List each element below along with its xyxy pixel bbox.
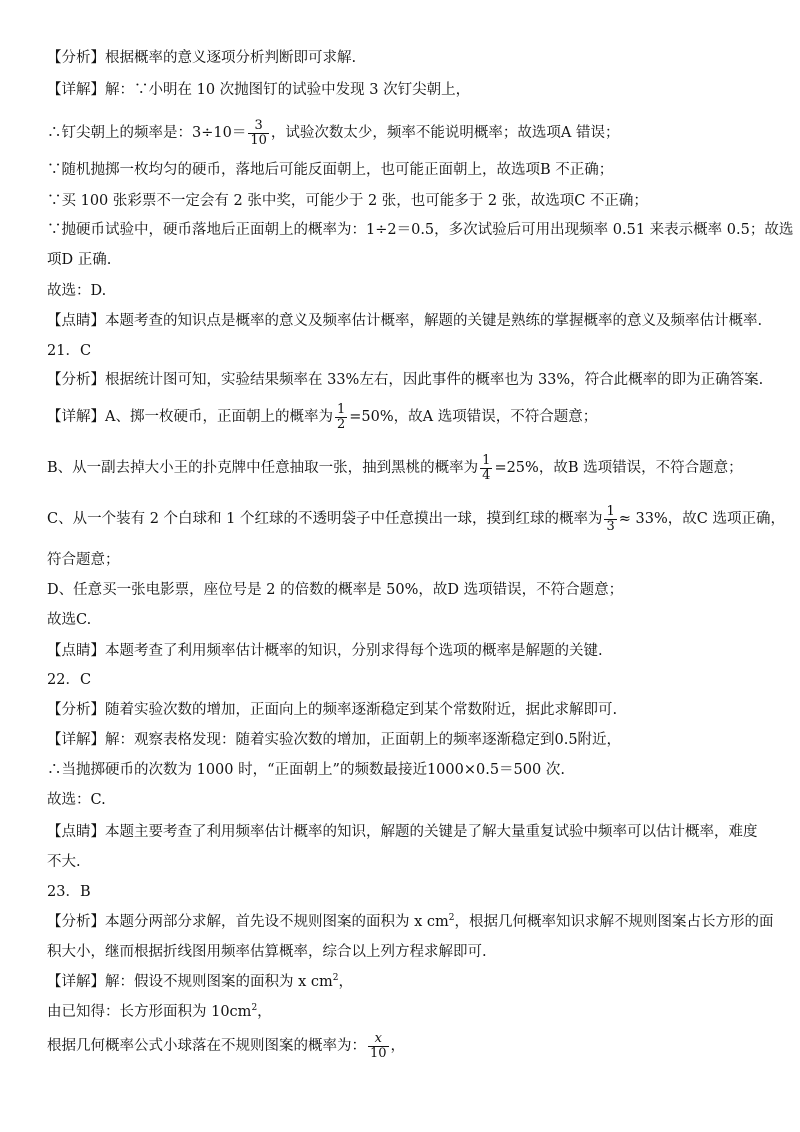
detail-line: 【详解】解：观察表格发现：随着实验次数的增加，正面朝上的频率逐渐稳定到0.5附近， xyxy=(47,732,622,748)
detail-a-line xyxy=(47,400,760,434)
text-segment: ，试验次数太少，频率不能说明概率；故选项A 错误； xyxy=(270,125,620,141)
analysis-cont-line: 积大小，继而根据折线图用频率估算概率，综合以上列方程求解即可. xyxy=(47,944,487,960)
text-segment: =25%，故B 选项错误，不符合题意； xyxy=(494,460,743,476)
text-segment: ∴钉尖朝上的频率是：3÷10＝ xyxy=(47,125,247,141)
text-segment: ，根据几何概率知识求解不规则图案占长方形的面 xyxy=(454,914,774,930)
detail-b-line xyxy=(47,451,760,485)
text-segment: ， xyxy=(338,974,353,990)
text-segment: 【详解】解：假设不规则图案的面积为 x cm xyxy=(47,974,333,990)
comment-cont-line: 不大. xyxy=(47,854,81,870)
fraction xyxy=(335,403,347,432)
fraction-denominator: 10 xyxy=(370,1045,387,1061)
comment-line: 【点睛】本题考查的知识点是概率的意义及频率估计概率，解题的关键是熟练的掌握概率的意义及频率估计概率. xyxy=(47,313,763,329)
text-segment: 根据几何概率公式小球落在不规则图案的概率为： xyxy=(47,1038,366,1054)
text-segment: 由已知得：长方形面积为 10cm xyxy=(47,1004,252,1020)
fraction-denominator: 10 xyxy=(250,132,267,148)
text-segment: ≈ 33%，故C 选项正确， xyxy=(618,511,785,527)
frequency-line xyxy=(47,118,760,148)
text-segment: =50%，故A 选项错误，不符合题意； xyxy=(349,409,598,425)
analysis-line xyxy=(47,912,774,932)
analysis-line: 【分析】随着实验次数的增加，正面向上的频率逐渐稳定到某个常数附近，据此求解即可. xyxy=(47,702,618,718)
superscript: 2 xyxy=(332,973,339,984)
question-number: 21．C xyxy=(47,343,92,359)
text-segment: B、从一副去掉大小王的扑克牌中任意抽取一张，抽到黑桃的概率为 xyxy=(47,460,479,476)
detail-c-line xyxy=(47,502,785,536)
option-d-line: ∵抛硬币试验中，硬币落地后正面朝上的概率为：1÷2＝0.5，多次试验后可用出现频率 0.51 来表示概率 0.5；故选 xyxy=(47,222,794,238)
fraction-numerator: 1 xyxy=(606,503,615,519)
fraction-numerator: x xyxy=(368,1032,389,1047)
superscript: 2 xyxy=(448,913,455,924)
analysis-line: 【分析】根据概率的意义逐项分析判断即可求解. xyxy=(47,50,357,66)
text-segment: ， xyxy=(257,1004,272,1020)
detail-probability-line xyxy=(47,1028,760,1064)
text-segment: 【详解】A、掷一枚硬币，正面朝上的概率为 xyxy=(47,409,333,425)
fraction-denominator: 3 xyxy=(606,518,615,534)
fraction xyxy=(248,119,269,148)
fraction xyxy=(480,454,492,483)
detail-line: 【详解】解：∵小明在 10 次抛图钉的试验中发现 3 次钉尖朝上， xyxy=(47,82,471,98)
detail-d-line: D、任意买一张电影票，座位号是 2 的倍数的概率是 50%，故D 选项错误，不符合题意； xyxy=(47,582,624,598)
answer-line: 故选：D. xyxy=(47,283,107,299)
text-segment: 【分析】本题分两部分求解，首先设不规则图案的面积为 x cm xyxy=(47,914,449,930)
fraction-numerator: 3 xyxy=(248,119,269,134)
option-b-line: ∵随机抛掷一枚均匀的硬币，落地后可能反面朝上，也可能正面朝上，故选项B 不正确； xyxy=(47,162,614,178)
option-d-cont-line: 项D 正确. xyxy=(47,252,112,268)
fraction xyxy=(604,505,616,534)
analysis-line: 【分析】根据统计图可知，实验结果频率在 33%左右，因此事件的概率也为 33%，符合此概率的即为正确答案. xyxy=(47,372,764,388)
question-number: 23．B xyxy=(47,884,91,900)
fraction-numerator: 1 xyxy=(482,452,491,468)
answer-line: 故选：C. xyxy=(47,792,106,808)
comment-line: 【点睛】本题考查了利用频率估计概率的知识，分别求得每个选项的概率是解题的关键. xyxy=(47,643,603,659)
detail-line xyxy=(47,972,760,992)
text-segment: C、从一个装有 2 个白球和 1 个红球的不透明袋子中任意摸出一球，摸到红球的概率为 xyxy=(47,511,603,527)
fraction-denominator: 4 xyxy=(482,467,491,483)
answer-line: 故选C. xyxy=(47,612,92,628)
text-segment: ， xyxy=(390,1038,406,1054)
detail-c-cont-line: 符合题意； xyxy=(47,552,120,568)
fraction xyxy=(368,1032,389,1061)
superscript: 2 xyxy=(251,1003,258,1014)
detail-cont-line: ∴当抛掷硬币的次数为 1000 时，“正面朝上”的频数最接近1000×0.5＝500 次. xyxy=(47,762,565,778)
detail-cont-line xyxy=(47,1002,760,1022)
fraction-numerator: 1 xyxy=(336,401,346,417)
fraction-denominator: 2 xyxy=(336,416,346,432)
option-c-line: ∵买 100 张彩票不一定会有 2 张中奖，可能少于 2 张，也可能多于 2 张，故选项C 不正确； xyxy=(47,193,648,209)
comment-line: 【点睛】本题主要考查了利用频率估计概率的知识，解题的关键是了解大量重复试验中频率可以估计概率，难度 xyxy=(47,824,758,840)
question-number: 22．C xyxy=(47,672,92,688)
